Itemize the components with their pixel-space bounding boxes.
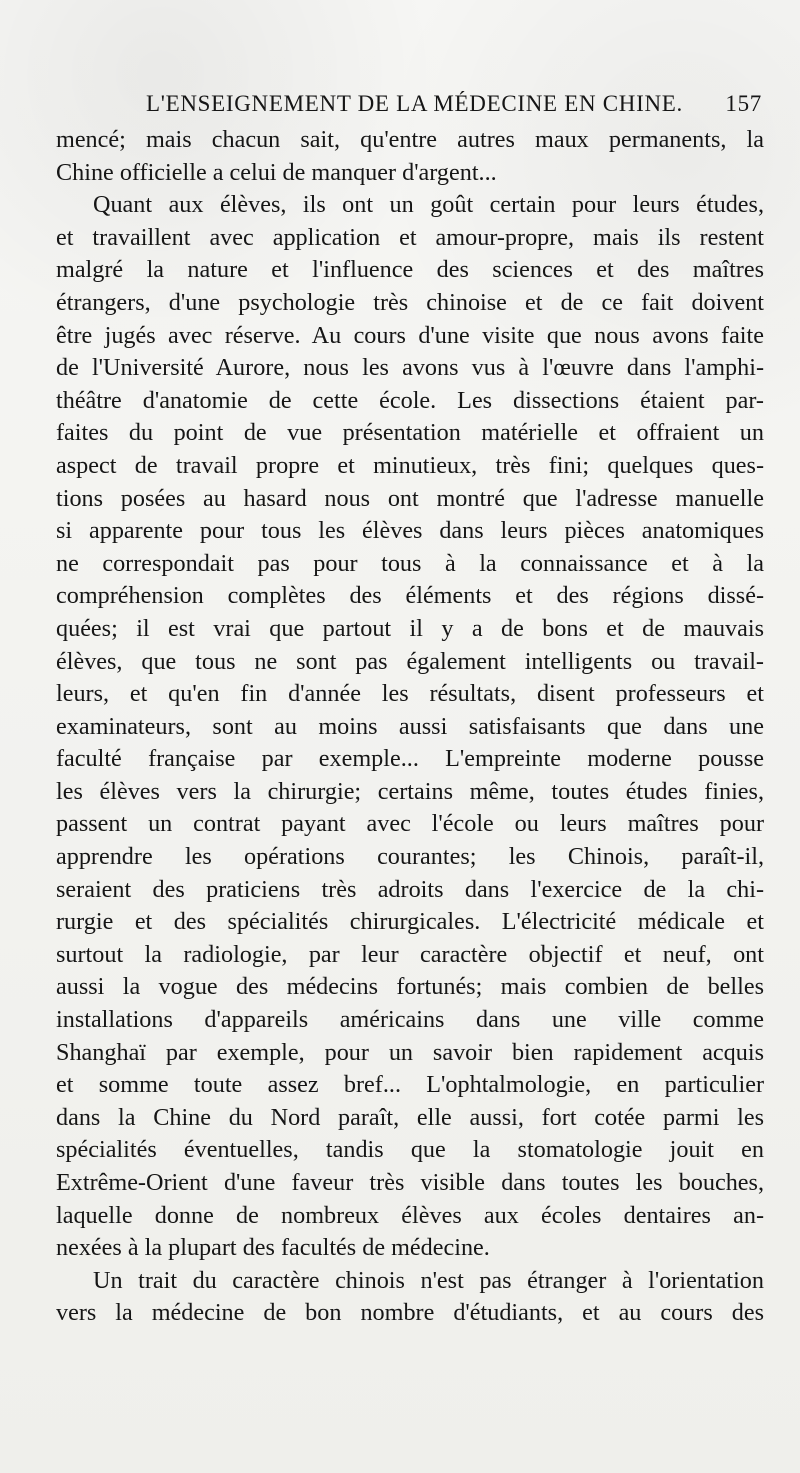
text-line: quées; il est vrai que partout il y a de bons et de mauvais bbox=[56, 614, 764, 642]
text-line: rurgie et des spécialités chirurgicales. L'électricité médicale et bbox=[56, 908, 764, 936]
text-line: Un trait du caractère chinois n'est pas étranger à l'orientation bbox=[93, 1266, 764, 1294]
text-line: examinateurs, sont au moins aussi satisfaisants que dans une bbox=[56, 712, 764, 740]
text-line: Quant aux élèves, ils ont un goût certain pour leurs études, bbox=[93, 191, 764, 219]
text-line: étrangers, d'une psychologie très chinoise et de ce fait doivent bbox=[56, 288, 764, 316]
page-title: L'ENSEIGNEMENT DE LA MÉDECINE EN CHINE. bbox=[146, 91, 683, 116]
text-line: spécialités éventuelles, tandis que la stomatologie jouit en bbox=[56, 1136, 764, 1164]
body-text bbox=[56, 124, 764, 1330]
text-line: laquelle donne de nombreux élèves aux écoles dentaires an- bbox=[56, 1201, 764, 1229]
text-line: si apparente pour tous les élèves dans leurs pièces anatomiques bbox=[56, 517, 764, 545]
text-line: apprendre les opérations courantes; les Chinois, paraît-il, bbox=[56, 843, 764, 871]
text-line: les élèves vers la chirurgie; certains même, toutes études finies, bbox=[56, 777, 764, 805]
page-number: 157 bbox=[725, 91, 762, 116]
text-line: Chine officielle a celui de manquer d'argent... bbox=[56, 158, 497, 186]
text-line: aspect de travail propre et minutieux, très fini; quelques ques- bbox=[56, 451, 764, 479]
text-line: élèves, que tous ne sont pas également intelligents ou travail- bbox=[56, 647, 764, 675]
text-line: nexées à la plupart des facultés de médecine. bbox=[56, 1234, 490, 1262]
text-line: faites du point de vue présentation matérielle et offraient un bbox=[56, 419, 764, 447]
text-line: Extrême-Orient d'une faveur très visible dans toutes les bouches, bbox=[56, 1169, 764, 1196]
running-header bbox=[146, 91, 762, 121]
text-line: compréhension complètes des éléments et des régions dissé- bbox=[56, 582, 764, 610]
text-line: passent un contrat payant avec l'école ou leurs maîtres pour bbox=[56, 810, 764, 838]
text-line: théâtre d'anatomie de cette école. Les dissections étaient par- bbox=[56, 386, 764, 414]
text-line: surtout la radiologie, par leur caractère objectif et neuf, ont bbox=[56, 940, 764, 968]
text-line: de l'Université Aurore, nous les avons vus à l'œuvre dans l'amphi- bbox=[56, 354, 764, 382]
text-line: ne correspondait pas pour tous à la connaissance et à la bbox=[56, 549, 764, 577]
text-line: et travaillent avec application et amour-propre, mais ils restent bbox=[56, 223, 764, 251]
text-line: et somme toute assez bref... L'ophtalmologie, en particulier bbox=[56, 1071, 764, 1099]
text-line: être jugés avec réserve. Au cours d'une visite que nous avons faite bbox=[56, 321, 764, 349]
text-line: dans la Chine du Nord paraît, elle aussi, fort cotée parmi les bbox=[56, 1103, 764, 1131]
text-line: aussi la vogue des médecins fortunés; mais combien de belles bbox=[56, 973, 764, 1001]
text-line: Shanghaï par exemple, pour un savoir bien rapidement acquis bbox=[56, 1038, 764, 1066]
text-line: vers la médecine de bon nombre d'étudiants, et au cours des bbox=[56, 1299, 764, 1327]
text-line: mencé; mais chacun sait, qu'entre autres maux permanents, la bbox=[56, 126, 764, 153]
text-line: installations d'appareils américains dans une ville comme bbox=[56, 1006, 764, 1034]
text-line: faculté française par exemple... L'empreinte moderne pousse bbox=[56, 745, 764, 773]
text-line: seraient des praticiens très adroits dans l'exercice de la chi- bbox=[56, 875, 764, 903]
text-line: tions posées au hasard nous ont montré que l'adresse manuelle bbox=[56, 484, 764, 512]
text-line: leurs, et qu'en fin d'année les résultats, disent professeurs et bbox=[56, 680, 764, 708]
text-line: malgré la nature et l'influence des sciences et des maîtres bbox=[56, 256, 764, 284]
